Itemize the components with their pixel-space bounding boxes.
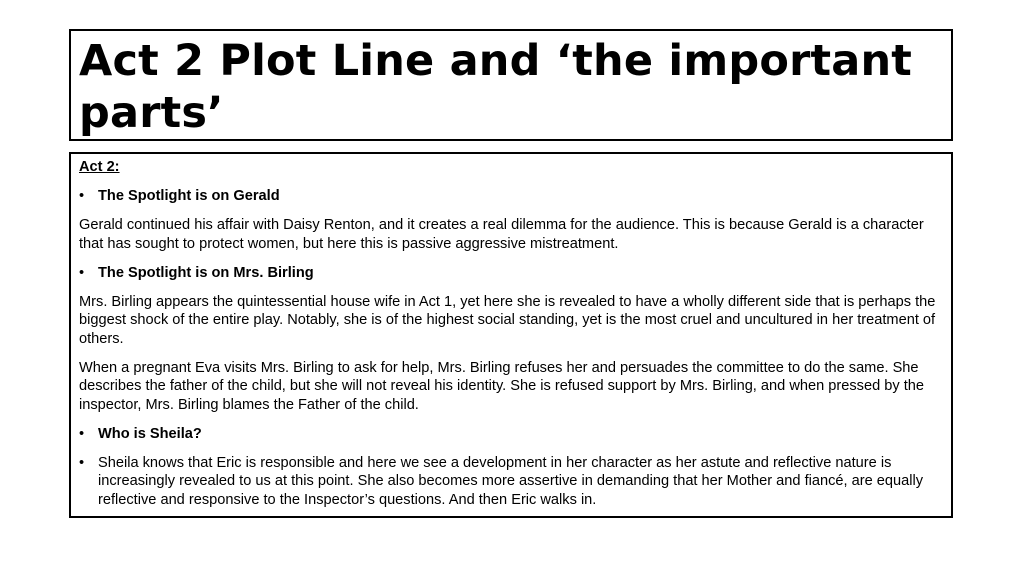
paragraph: Mrs. Birling appears the quintessential house wife in Act 1, yet here she is revealed to have a wholly different side that is perhaps the biggest shock of the entire play. Notably, she is of the highest social standing, yet is the most cruel and uncultured in her treatment of others. — [79, 293, 936, 347]
bullet-icon: • — [79, 425, 85, 442]
bullet-icon: • — [79, 264, 85, 281]
act-heading: Act 2: — [79, 159, 120, 175]
bullet-text: Sheila knows that Eric is responsible and here we see a development in her character as her astute and reflective nature is increasingly revealed to us at this point. She also becomes more assertive in demanding that her Mother and fiancé, are equally reflective and responsive to the Inspector’s questions. And then Eric walks in. — [98, 454, 924, 508]
content-body — [79, 158, 941, 520]
bullet-icon: • — [79, 454, 85, 471]
bullet-item — [79, 264, 941, 283]
bullet-text: The Spotlight is on Mrs. Birling — [98, 264, 314, 281]
slide-title: Act 2 Plot Line and ‘the important parts’ — [79, 36, 913, 138]
paragraph: Gerald continued his affair with Daisy Renton, and it creates a real dilemma for the audience. This is because Gerald is a character that has sought to protect women, but here this is passive aggressive mistreatment. — [79, 217, 924, 252]
title-box — [69, 29, 953, 141]
bullet-text: Who is Sheila? — [98, 425, 202, 442]
paragraph: When a pregnant Eva visits Mrs. Birling to ask for help, Mrs. Birling refuses her and persuades the committee to do the same. She describes the father of the child, but she will not reveal his identity. She is refused support by Mrs. Birling, and when pressed by the inspector, Mrs. Birling blames the Father of the child. — [79, 359, 924, 413]
bullet-item — [79, 454, 941, 510]
bullet-text: The Spotlight is on Gerald — [98, 188, 280, 204]
content-box — [69, 152, 953, 518]
bullet-item — [79, 187, 941, 206]
bullet-icon: • — [79, 188, 85, 204]
bullet-item — [79, 425, 941, 444]
